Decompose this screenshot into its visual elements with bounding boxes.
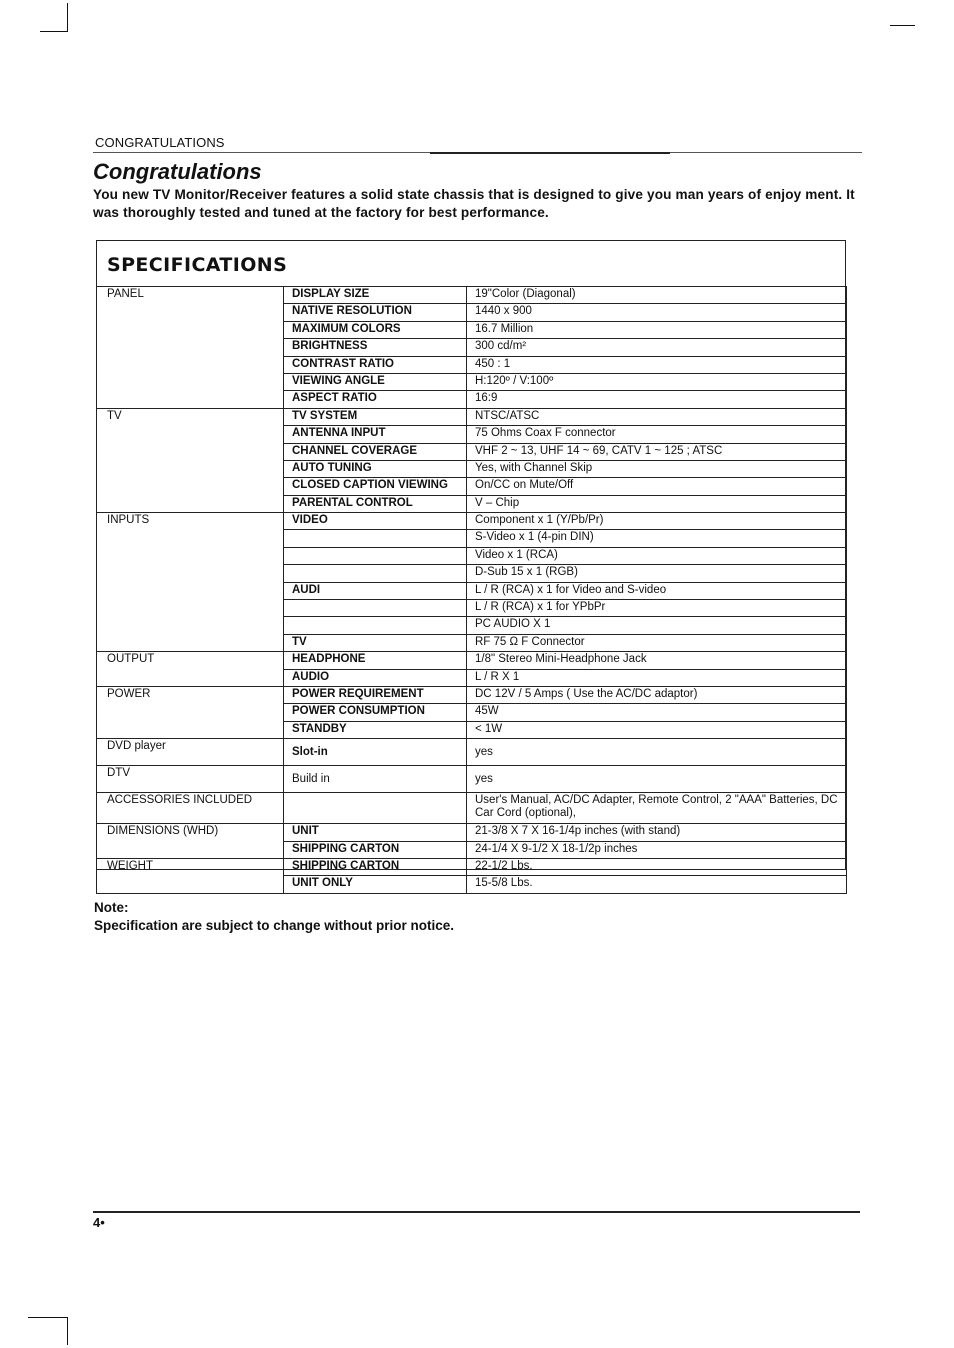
spec-row	[97, 739, 847, 766]
spec-row	[97, 858, 847, 875]
spec-value: 45W	[467, 704, 847, 721]
spec-feature: BRIGHTNESS	[284, 339, 467, 356]
spec-value: 1/8" Stereo Mini-Headphone Jack	[467, 652, 847, 669]
spec-category: DVD player	[97, 739, 284, 766]
spec-value: V – Chip	[467, 495, 847, 512]
note-label: Note:	[94, 900, 129, 915]
page-number: 4•	[93, 1215, 105, 1230]
spec-row	[97, 513, 847, 530]
spec-feature: CONTRAST RATIO	[284, 356, 467, 373]
spec-feature: PARENTAL CONTROL	[284, 495, 467, 512]
spec-value: 75 Ohms Coax F connector	[467, 426, 847, 443]
spec-feature: MAXIMUM COLORS	[284, 321, 467, 338]
spec-value: Yes, with Channel Skip	[467, 460, 847, 477]
spec-category: PANEL	[97, 287, 284, 409]
spec-value: On/CC on Mute/Off	[467, 478, 847, 495]
spec-feature: SHIPPING CARTON	[284, 858, 467, 875]
spec-value: Component x 1 (Y/Pb/Pr)	[467, 513, 847, 530]
spec-feature: ASPECT RATIO	[284, 391, 467, 408]
spec-value: L / R X 1	[467, 669, 847, 686]
spec-feature: AUTO TUNING	[284, 460, 467, 477]
spec-feature: VIDEO	[284, 513, 467, 530]
spec-value: 22-1/2 Lbs.	[467, 858, 847, 875]
intro-paragraph: You new TV Monitor/Receiver features a solid state chassis that is designed to give you man years of enjoy ment. It was thoroughly tested and tuned at the factory for best performance.	[93, 187, 855, 220]
crop-mark	[28, 1317, 68, 1318]
spec-feature: SHIPPING CARTON	[284, 841, 467, 858]
spec-feature	[284, 565, 467, 582]
header-rule-accent	[430, 152, 670, 154]
footer-rule	[93, 1211, 860, 1213]
spec-value: 19"Color (Diagonal)	[467, 287, 847, 304]
note-text: Specification are subject to change without prior notice.	[94, 918, 455, 933]
spec-row	[97, 793, 847, 824]
spec-value: 1440 x 900	[467, 304, 847, 321]
crop-mark	[890, 25, 915, 26]
spec-category: WEIGHT	[97, 858, 284, 893]
spec-value: S-Video x 1 (4-pin DIN)	[467, 530, 847, 547]
spec-value: H:120º / V:100º	[467, 373, 847, 390]
crop-mark	[40, 31, 68, 32]
spec-feature: NATIVE RESOLUTION	[284, 304, 467, 321]
spec-feature: Build in	[284, 766, 467, 793]
spec-feature: DISPLAY SIZE	[284, 287, 467, 304]
spec-value: L / R (RCA) x 1 for Video and S-video	[467, 582, 847, 599]
spec-feature: POWER CONSUMPTION	[284, 704, 467, 721]
spec-feature	[284, 547, 467, 564]
spec-feature: CHANNEL COVERAGE	[284, 443, 467, 460]
spec-feature: VIEWING ANGLE	[284, 373, 467, 390]
spec-row	[97, 408, 847, 425]
spec-row	[97, 287, 847, 304]
spec-value: 21-3/8 X 7 X 16-1/4p inches (with stand)	[467, 824, 847, 841]
spec-feature: Slot-in	[284, 739, 467, 766]
spec-value: 16.7 Million	[467, 321, 847, 338]
spec-row	[97, 824, 847, 841]
spec-value: NTSC/ATSC	[467, 408, 847, 425]
page-title: Congratulations	[93, 159, 262, 184]
spec-value: yes	[467, 739, 847, 766]
spec-feature: POWER REQUIREMENT	[284, 686, 467, 703]
spec-feature: AUDIO	[284, 669, 467, 686]
spec-feature	[284, 600, 467, 617]
spec-value: 450 : 1	[467, 356, 847, 373]
spec-category: ACCESSORIES INCLUDED	[97, 793, 284, 824]
spec-value: DC 12V / 5 Amps ( Use the AC/DC adaptor)	[467, 686, 847, 703]
spec-feature	[284, 530, 467, 547]
spec-feature: UNIT ONLY	[284, 876, 467, 893]
spec-value: Video x 1 (RCA)	[467, 547, 847, 564]
spec-value: 300 cd/m²	[467, 339, 847, 356]
spec-row	[97, 652, 847, 669]
spec-feature	[284, 617, 467, 634]
spec-value: 24-1/4 X 9-1/2 X 18-1/2p inches	[467, 841, 847, 858]
spec-value: L / R (RCA) x 1 for YPbPr	[467, 600, 847, 617]
spec-value: 16:9	[467, 391, 847, 408]
spec-value: PC AUDIO X 1	[467, 617, 847, 634]
spec-row	[97, 766, 847, 793]
spec-category: DTV	[97, 766, 284, 793]
spec-value: yes	[467, 766, 847, 793]
spec-value: D-Sub 15 x 1 (RGB)	[467, 565, 847, 582]
specifications-title: SPECIFICATIONS	[107, 254, 288, 276]
spec-feature: UNIT	[284, 824, 467, 841]
spec-feature: AUDI	[284, 582, 467, 599]
spec-feature	[284, 793, 467, 824]
spec-feature: TV	[284, 634, 467, 651]
spec-feature: HEADPHONE	[284, 652, 467, 669]
spec-feature: ANTENNA INPUT	[284, 426, 467, 443]
spec-feature: CLOSED CAPTION VIEWING	[284, 478, 467, 495]
spec-value: RF 75 Ω F Connector	[467, 634, 847, 651]
crop-mark	[67, 3, 68, 32]
spec-row	[97, 686, 847, 703]
section-header: CONGRATULATIONS	[95, 135, 225, 150]
spec-category: OUTPUT	[97, 652, 284, 687]
spec-category: POWER	[97, 686, 284, 738]
spec-value: VHF 2 ~ 13, UHF 14 ~ 69, CATV 1 ~ 125 ; ATSC	[467, 443, 847, 460]
spec-value: < 1W	[467, 721, 847, 738]
spec-value: User's Manual, AC/DC Adapter, Remote Control, 2 "AAA" Batteries, DC Car Cord (optional),	[467, 793, 847, 824]
spec-category: INPUTS	[97, 513, 284, 652]
specifications-table	[96, 286, 847, 894]
spec-feature: TV SYSTEM	[284, 408, 467, 425]
spec-category: DIMENSIONS (WHD)	[97, 824, 284, 859]
spec-category: TV	[97, 408, 284, 512]
spec-feature: STANDBY	[284, 721, 467, 738]
crop-mark	[67, 1317, 68, 1345]
spec-value: 15-5/8 Lbs.	[467, 876, 847, 893]
